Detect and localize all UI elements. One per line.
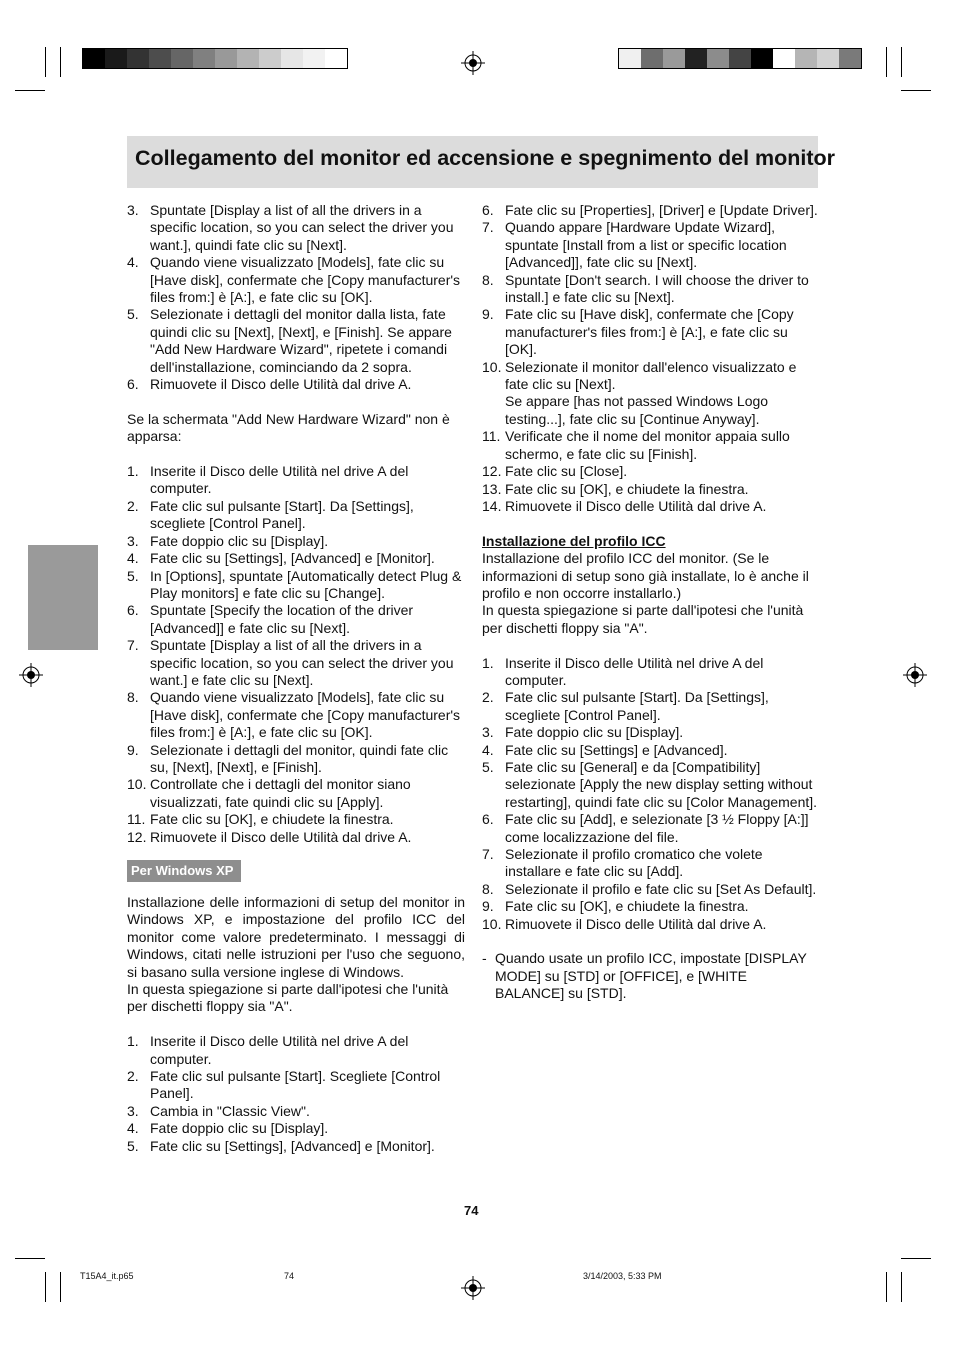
list-item-line: Fate clic su [Properties], [Driver] e [Update Driver]. (505, 202, 818, 218)
list-item-number: 4. (127, 1120, 139, 1137)
list-item-number: 8. (482, 271, 494, 288)
list-item-number: 2. (482, 689, 494, 706)
list-item-text (150, 689, 465, 741)
list-item-line: Fate clic su [Add], e selezionate [3 ½ Floppy [A:]] come localizzazione del file. (505, 811, 809, 845)
list-item-number: 1. (127, 463, 139, 480)
list-item-number: 5. (127, 1137, 139, 1154)
list-item-number: 4. (127, 254, 139, 271)
right-column (482, 202, 818, 1003)
list-item (127, 1068, 465, 1103)
color-swatch (237, 49, 259, 68)
list-item-line: Rimuovete il Disco delle Utilità dal drive A. (150, 376, 412, 393)
list-item-number: 7. (482, 219, 494, 236)
list-item-number: 11. (482, 428, 501, 445)
list-item-text (505, 655, 818, 690)
list-item (127, 533, 465, 550)
list-item-text (505, 306, 818, 358)
paragraph: Se la schermata "Add New Hardware Wizard" non è apparsa: (127, 410, 450, 445)
color-swatch (663, 49, 685, 68)
list-item (482, 742, 818, 759)
color-swatch (281, 49, 303, 68)
list-item (127, 637, 465, 689)
list-item-line: Rimuovete il Disco delle Utilità dal drive A. (505, 915, 767, 932)
list-item-line: Fate doppio clic su [Display]. (150, 1120, 329, 1137)
list-item-line: Fate clic su [Settings], [Advanced] e [Monitor]. (150, 1137, 435, 1154)
list-item (482, 498, 818, 515)
color-swatch (619, 49, 641, 68)
list-item-text (505, 689, 818, 724)
list-item-line: Se appare [has not passed Windows Logo testing...], fate clic su [Continue Anyway]. (505, 393, 769, 427)
list-item-line: Fate clic su [Settings] e [Advanced]. (505, 741, 728, 758)
paragraph: Installazione del profilo ICC del monitor. (Se le informazioni di setup sono già installate, lo è anche il profilo e non occorre installarlo.) (482, 550, 809, 601)
registration-mark-icon (461, 1276, 485, 1300)
color-swatch (149, 49, 171, 68)
list-item-line: Fate doppio clic su [Display]. (505, 724, 684, 741)
list-item-line: Fate clic su [Have disk], confermate che [Copy manufacturer's files from:] è [A:], e fate clic su [OK]. (505, 306, 794, 358)
list-item-line: Inserite il Disco delle Utilità nel drive A del computer. (150, 1033, 409, 1067)
steps-list (482, 655, 818, 934)
page-number: 74 (464, 1203, 479, 1218)
note-text: Quando usate un profilo ICC, impostate [DISPLAY MODE] su [STD] or [OFFICE], e [WHITE BALANCE] su [STD]. (495, 950, 807, 1002)
list-item-line: Selezionate i dettagli del monitor, quindi fate clic su, [Next], [Next], e [Finish]. (150, 741, 449, 775)
list-item-line: Cambia in "Classic View". (150, 1102, 310, 1119)
list-item (127, 1103, 465, 1120)
list-item-text (150, 1033, 465, 1068)
list-item-number: 11. (127, 811, 146, 828)
list-item (482, 724, 818, 741)
footer-date: 3/14/2003, 5:33 PM (583, 1271, 662, 1281)
paragraph: Installazione delle informazioni di setup del monitor in Windows XP, e impostazione del profilo ICC del monitor come valore predeterminato. I messaggi di Windows, citati nelle istruzioni per l'uso che seguono, si basano sulla versione inglese di Windows. (127, 894, 465, 980)
list-item-text (505, 916, 818, 933)
list-item-text (505, 463, 818, 480)
list-item-text (505, 359, 818, 429)
list-item-number: 7. (482, 846, 494, 862)
list-item-text (505, 724, 818, 741)
list-item (482, 881, 818, 898)
color-swatch (303, 49, 325, 68)
list-item-line: Fate clic su [OK], e chiudete la finestra. (505, 898, 749, 915)
list-item (482, 306, 818, 358)
section-heading: Installazione del profilo ICC (482, 532, 666, 549)
list-item-line: Fate clic sul pulsante [Start]. Scegliete [Control Panel]. (150, 1068, 441, 1102)
list-item (127, 568, 465, 603)
list-item-text (505, 219, 818, 271)
list-item-number: 7. (127, 637, 139, 654)
list-item-text (150, 742, 465, 777)
list-item (127, 550, 465, 567)
list-item (127, 376, 465, 393)
list-item-text (505, 428, 818, 463)
registration-mark-icon (461, 51, 485, 75)
color-swatch (215, 49, 237, 68)
list-item-text (505, 846, 818, 881)
list-item-line: Inserite il Disco delle Utilità nel drive A del computer. (505, 654, 764, 688)
list-item-line: Selezionate i dettagli del monitor dalla lista, fate quindi clic su [Next], [Next], e [Finish]. Se appare "Add New Hardware Wizard", ripetete i comandi dell'installazione, cominciando da 2 sopra. (150, 306, 452, 375)
color-swatch (817, 49, 839, 68)
color-swatch (83, 49, 105, 68)
list-item (482, 916, 818, 933)
left-column (127, 202, 465, 1155)
list-item-text (505, 881, 818, 898)
list-item-line: Fate clic su [OK], e chiudete la finestra. (505, 480, 749, 497)
side-tab (28, 545, 98, 650)
list-item (482, 272, 818, 307)
list-item-number: 4. (482, 741, 494, 758)
list-item-line: Spuntate [Specify the location of the driver [Advanced]] e fate clic su [Next]. (150, 602, 414, 636)
list-item-line: Fate doppio clic su [Display]. (150, 532, 329, 549)
list-item (127, 1033, 465, 1068)
color-swatch (171, 49, 193, 68)
color-swatch (707, 49, 729, 68)
note-dash: - (482, 950, 487, 967)
list-item-number: 14. (482, 497, 502, 514)
grayscale-swatch-bar-left (82, 48, 348, 69)
list-item-number: 12. (127, 828, 147, 845)
color-swatch (795, 49, 817, 68)
registration-mark-icon (903, 663, 927, 687)
list-item-number: 4. (127, 550, 139, 567)
list-item (127, 742, 465, 777)
list-item-text (150, 637, 465, 689)
list-item-number: 5. (127, 567, 139, 584)
steps-list-continued (127, 202, 465, 393)
list-item-number: 8. (482, 880, 494, 897)
list-item-line: Verificate che il nome del monitor appaia sullo schermo, e fate clic su [Finish]. (505, 428, 790, 462)
list-item-text (505, 811, 818, 846)
list-item (482, 202, 818, 219)
steps-list-continued (482, 202, 818, 515)
paragraph: In questa spiegazione si parte dall'ipotesi che l'unità per dischetti floppy sia "A". (127, 981, 449, 1015)
list-item-text (150, 550, 465, 567)
list-item-text (150, 202, 465, 254)
list-item-text (505, 272, 818, 307)
grayscale-swatch-bar-right (618, 48, 862, 69)
list-item-line: Quando viene visualizzato [Models], fate clic su [Have disk], confermate che [Copy manufacturer's files from:] è [A:], e fate clic su [OK]. (150, 254, 461, 306)
list-item (127, 498, 465, 533)
list-item-number: 6. (127, 376, 139, 393)
list-item-number: 1. (482, 654, 494, 671)
list-item-number: 8. (127, 689, 139, 706)
footer-page: 74 (284, 1271, 295, 1281)
paragraph: In questa spiegazione si parte dall'ipotesi che l'unità per dischetti floppy sia "A". (482, 602, 804, 636)
color-swatch (729, 49, 751, 68)
color-swatch (685, 49, 707, 68)
list-item (127, 463, 465, 498)
list-item (482, 481, 818, 498)
registration-mark-icon (19, 663, 43, 687)
list-item-line: Fate clic sul pulsante [Start]. Da [Settings], scegliete [Control Panel]. (150, 497, 414, 532)
list-item-line: In [Options], spuntate [Automatically detect Plug & Play monitors] e fate clic su [Change]. (150, 567, 462, 601)
list-item-text (505, 742, 818, 759)
list-item-text (150, 376, 465, 393)
list-item-line: Controllate che i dettagli del monitor siano visualizzati, fate quindi clic su [Apply]. (150, 776, 411, 810)
list-item-text (150, 829, 465, 846)
list-item (482, 219, 818, 271)
list-item-line: Selezionate il profilo cromatico che volete installare e fate clic su [Add]. (505, 846, 763, 880)
list-item-line: Fate clic su [Close]. (505, 463, 628, 480)
list-item (127, 829, 465, 846)
color-swatch (641, 49, 663, 68)
list-item-line: Quando viene visualizzato [Models], fate clic su [Have disk], confermate che [Copy manufacturer's files from:] è [A:], e fate clic su [OK]. (150, 689, 461, 741)
list-item-line: Rimuovete il Disco delle Utilità dal drive A. (150, 828, 412, 845)
list-item-number: 9. (482, 306, 494, 323)
page-title: Collegamento del monitor ed accensione e spegnimento del monitor (135, 146, 836, 170)
list-item-line: Fate clic su [General] e da [Compatibility] selezionate [Apply the new display setting without restarting], quindi fate clic su [Color Management]. (505, 758, 818, 810)
list-item (482, 811, 818, 846)
color-swatch (751, 49, 773, 68)
color-swatch (127, 49, 149, 68)
list-item-number: 10. (127, 776, 147, 793)
list-item-number: 2. (127, 497, 139, 514)
section-label-windows-xp: Per Windows XP (127, 860, 241, 882)
list-item-number: 9. (482, 898, 494, 915)
list-item (482, 759, 818, 811)
list-item-text (150, 498, 465, 533)
list-item-number: 13. (482, 480, 502, 497)
list-item-line: Spuntate [Display a list of all the drivers in a specific location, so you can select the driver you want.] e fate clic su [Next]. (150, 637, 454, 688)
list-item (482, 689, 818, 724)
list-item-number: 9. (127, 741, 139, 758)
list-item (482, 463, 818, 480)
list-item-text (150, 1068, 465, 1103)
list-item-text (150, 1138, 465, 1155)
list-item (127, 811, 465, 828)
color-swatch (773, 49, 795, 68)
list-item (127, 689, 465, 741)
list-item-line: Spuntate [Don't search. I will choose the driver to install.] e fate clic su [Next]. (505, 271, 809, 306)
list-item-number: 1. (127, 1033, 139, 1050)
color-swatch (839, 49, 861, 68)
list-item (482, 898, 818, 915)
list-item-line: Spuntate [Display a list of all the drivers in a specific location, so you can select the driver you want.], quindi fate clic su [Next]. (150, 202, 454, 253)
list-item-text (150, 306, 465, 376)
list-item (127, 202, 465, 254)
list-item-number: 3. (127, 1102, 139, 1119)
list-item-text (505, 759, 818, 811)
list-item (127, 306, 465, 376)
color-swatch (105, 49, 127, 68)
list-item-text (150, 1120, 465, 1137)
note-item (482, 950, 818, 1002)
color-swatch (259, 49, 281, 68)
steps-list (127, 1033, 465, 1155)
list-item-text (150, 254, 465, 306)
list-item-text (505, 202, 818, 219)
list-item (482, 846, 818, 881)
list-item-text (150, 1103, 465, 1120)
list-item (127, 1120, 465, 1137)
list-item (127, 254, 465, 306)
list-item-text (150, 811, 465, 828)
list-item-line: Selezionate il profilo e fate clic su [Set As Default]. (505, 880, 817, 897)
list-item-text (150, 602, 465, 637)
list-item-line: Fate clic su [Settings], [Advanced] e [Monitor]. (150, 550, 435, 567)
color-swatch (325, 49, 347, 68)
list-item (127, 1138, 465, 1155)
list-item (127, 776, 465, 811)
list-item-number: 6. (127, 602, 139, 619)
list-item-line: Fate clic sul pulsante [Start]. Da [Settings], scegliete [Control Panel]. (505, 689, 769, 723)
list-item-number: 3. (127, 532, 139, 549)
list-item-number: 10. (482, 358, 502, 375)
list-item (127, 602, 465, 637)
list-item-number: 2. (127, 1068, 139, 1085)
list-item-text (505, 898, 818, 915)
list-item (482, 428, 818, 463)
color-swatch (193, 49, 215, 68)
list-item-text (150, 568, 465, 603)
list-item-text (505, 498, 818, 515)
list-item-number: 12. (482, 463, 502, 480)
list-item-line: Rimuovete il Disco delle Utilità dal drive A. (505, 497, 767, 514)
footer-file-name: T15A4_it.p65 (80, 1271, 134, 1281)
list-item-text (150, 533, 465, 550)
list-item-number: 3. (482, 724, 494, 741)
list-item-text (150, 463, 465, 498)
list-item-number: 3. (127, 202, 139, 218)
list-item-number: 10. (482, 915, 502, 932)
list-item-number: 6. (482, 811, 494, 828)
title-bar (127, 136, 836, 188)
list-item-number: 5. (482, 758, 494, 775)
list-item-line: Inserite il Disco delle Utilità nel drive A del computer. (150, 463, 409, 497)
list-item-line: Fate clic su [OK], e chiudete la finestra. (150, 811, 394, 828)
list-item-text (505, 481, 818, 498)
list-item-text (150, 776, 465, 811)
list-item-number: 6. (482, 202, 494, 218)
list-item-line: Quando appare [Hardware Update Wizard], spuntate [Install from a list or specific location [Advanced]], fate clic su [Next]. (505, 219, 787, 271)
list-item-line: Selezionate il monitor dall'elenco visualizzato e fate clic su [Next]. (505, 358, 797, 393)
list-item (482, 655, 818, 690)
steps-list (127, 463, 465, 846)
list-item-number: 5. (127, 306, 139, 323)
list-item (482, 359, 818, 429)
